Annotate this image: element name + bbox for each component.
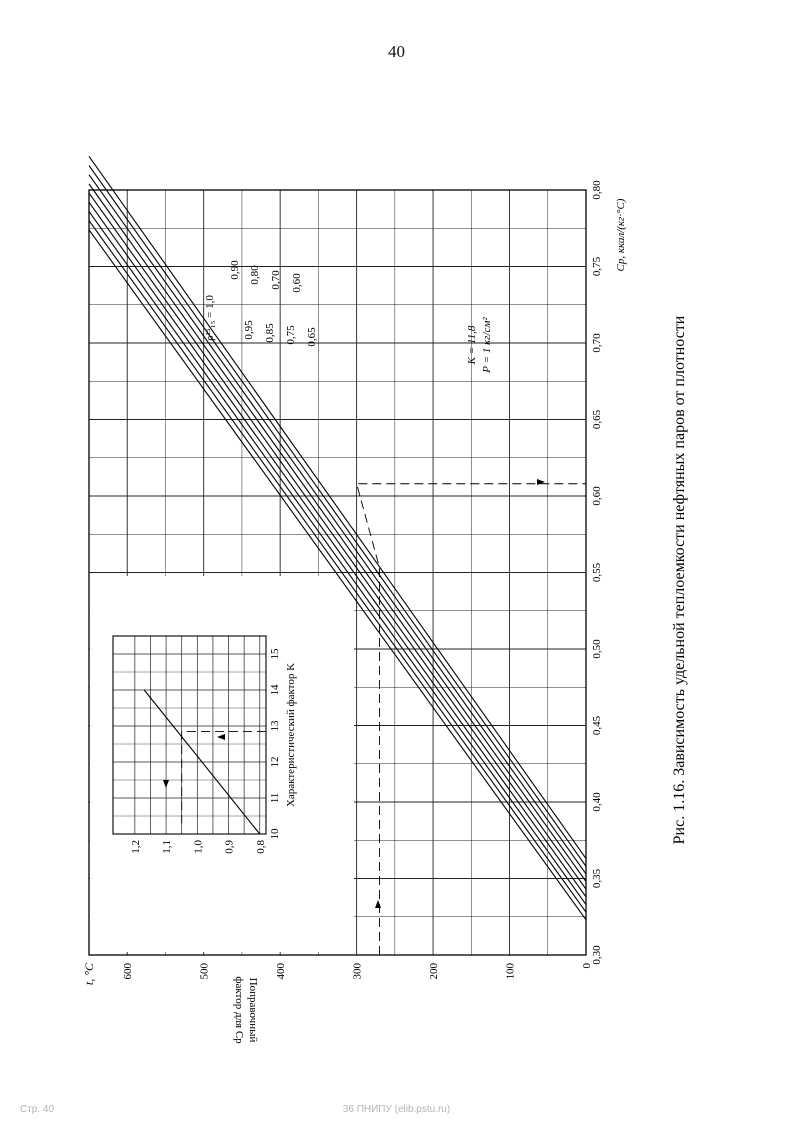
- inset-y-tick-label: 0,9: [223, 840, 236, 854]
- x-tick-label: 0,65: [591, 409, 603, 430]
- main-chart: [82, 156, 627, 985]
- inset-background: [90, 576, 354, 952]
- series-label: 0,60: [291, 273, 303, 293]
- inset-y-tick-label: 1,1: [161, 840, 174, 854]
- y-tick-label: 500: [198, 963, 211, 980]
- series-label: 0,80: [249, 265, 261, 285]
- y-tick-label: 400: [275, 963, 288, 980]
- inset-x-tick-label: 15: [269, 648, 281, 660]
- y-tick-label: 100: [504, 963, 517, 980]
- x-tick-label: 0,80: [591, 180, 603, 200]
- x-tick-label: 0,35: [591, 868, 603, 889]
- footer-source: 36 ПНИПУ (elib.pstu.ru): [342, 1104, 451, 1115]
- series-label: 0,85: [264, 323, 276, 343]
- x-tick-label: 0,40: [591, 792, 603, 812]
- y-axis-label: t, °С: [82, 963, 96, 986]
- x-tick-label: 0,55: [591, 562, 603, 583]
- inset-y-axis-label: фактор для Cp: [233, 976, 245, 1044]
- series-label: 0,75: [285, 325, 297, 345]
- inset-x-axis-label: Характеристический фактор K: [285, 662, 297, 808]
- inset-x-tick-label: 11: [269, 792, 281, 804]
- inset-y-tick-label: 0,8: [254, 840, 267, 854]
- inset-y-tick-label: 1,2: [129, 840, 142, 854]
- page-number: 40: [388, 42, 405, 61]
- arrow-icon: [375, 900, 381, 908]
- inset-x-tick-label: 13: [269, 720, 281, 732]
- y-tick-label: 0: [581, 963, 593, 969]
- inset-x-tick-label: 12: [269, 756, 281, 768]
- series-label: ρ¹⁵₁₅ = 1,0: [204, 295, 216, 341]
- y-tick-label: 600: [122, 963, 135, 980]
- x-tick-label: 0,45: [591, 715, 603, 736]
- x-tick-label: 0,60: [591, 486, 603, 506]
- footer-page-label: Стр. 40: [20, 1104, 55, 1115]
- series-label: 0,70: [270, 270, 282, 290]
- chart-parameter: P = 1 кг/см²: [481, 317, 493, 373]
- series-label: 0,90: [229, 260, 241, 280]
- series-label: 0,65: [306, 327, 318, 347]
- inset-x-tick-label: 14: [269, 684, 281, 696]
- chart-parameter: K = 11,8: [466, 325, 478, 365]
- x-tick-label: 0,70: [591, 333, 603, 353]
- x-tick-label: 0,75: [591, 256, 603, 277]
- x-tick-label: 0,30: [591, 945, 603, 965]
- figure-caption: Рис. 1.16. Зависимость удельной теплоемкости нефтяных паров от плотности: [671, 315, 688, 845]
- x-tick-label: 0,50: [591, 639, 603, 659]
- y-tick-label: 200: [428, 963, 441, 980]
- inset-y-axis-label: Поправочный: [247, 977, 259, 1043]
- series-label: 0,95: [243, 320, 255, 340]
- inset-x-tick-label: 10: [269, 828, 281, 840]
- y-tick-label: 300: [351, 963, 364, 980]
- x-axis-label: Cp, ккал/(кг·°С): [615, 198, 627, 272]
- inset-y-tick-label: 1,0: [192, 840, 205, 854]
